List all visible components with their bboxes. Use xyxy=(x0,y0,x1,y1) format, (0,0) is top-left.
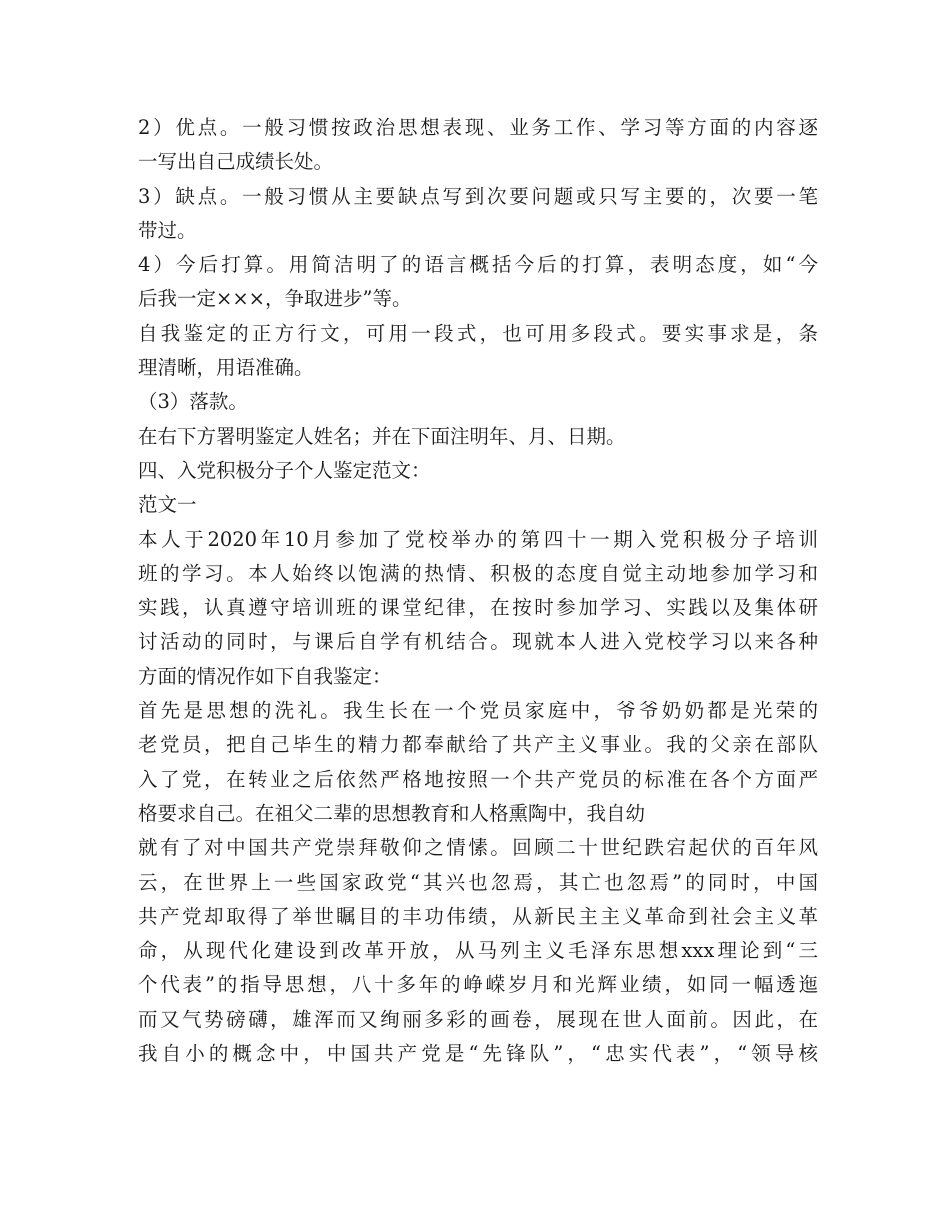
text-line: 4）今后打算。用简洁明了的语言概括今后的打算，表明态度，如“今 xyxy=(138,253,818,277)
text-line: 理清晰，用语准确。 xyxy=(138,356,314,380)
text-line: 命，从现代化建设到改革开放，从马列主义毛泽东思想xxx理论到“三 xyxy=(138,939,818,963)
text-line: 而又气势磅礴，雄浑而又绚丽多彩的画卷，展现在世人面前。因此，在 xyxy=(138,1007,818,1031)
text-line: 3）缺点。一般习惯从主要缺点写到次要问题或只写主要的，次要一笔 xyxy=(138,184,818,208)
text-line: 本人于2020年10月参加了党校举办的第四十一期入党积极分子培训 xyxy=(138,527,818,551)
text-line: 共产党却取得了举世瞩目的丰功伟绩，从新民主主义革命到社会主义革 xyxy=(138,904,818,928)
text-line: 一写出自己成绩长处。 xyxy=(138,150,334,174)
text-line: 2）优点。一般习惯按政治思想表现、业务工作、学习等方面的内容逐 xyxy=(138,116,818,139)
text-line: 就有了对中国共产党崇拜敬仰之情愫。回顾二十世纪跌宕起伏的百年风 xyxy=(138,836,818,860)
text-line: 后我一定×××，争取进步”等。 xyxy=(138,287,412,311)
sample-title: 范文一 xyxy=(138,493,197,517)
text-line: 班的学习。本人始终以饱满的热情、积极的态度自觉主动地参加学习和 xyxy=(138,561,818,585)
text-line: 格要求自己。在祖父二辈的思想教育和人格熏陶中，我自幼 xyxy=(138,801,646,825)
text-line: 在右下方署明鉴定人姓名；并在下面注明年、月、日期。 xyxy=(138,424,626,448)
text-line: 自我鉴定的正方行文，可用一段式，也可用多段式。要实事求是，条 xyxy=(138,321,818,345)
text-line: 入了党，在转业之后依然严格地按照一个共产党员的标准在各个方面严 xyxy=(138,767,818,791)
text-line: 带过。 xyxy=(138,218,197,242)
text-line: 个代表”的指导思想，八十多年的峥嵘岁月和光辉业绩，如同一幅透迤 xyxy=(138,973,818,997)
text-line: 老党员，把自己毕生的精力都奉献给了共产主义事业。我的父亲在部队 xyxy=(138,733,818,757)
text-line: （3）落款。 xyxy=(138,390,248,414)
section-heading: 四、入党积极分子个人鉴定范文： xyxy=(138,458,431,482)
text-line: 讨活动的同时，与课后自学有机结合。现就本人进入党校学习以来各种 xyxy=(138,630,818,654)
text-line: 实践，认真遵守培训班的课堂纪律，在按时参加学习、实践以及集体研 xyxy=(138,596,818,620)
text-line: 云，在世界上一些国家政党“其兴也忽焉，其亡也忽焉”的同时，中国 xyxy=(138,870,818,894)
text-line: 我自小的概念中，中国共产党是“先锋队”，“忠实代表”，“领导核 xyxy=(138,1042,818,1066)
text-line: 首先是思想的洗礼。我生长在一个党员家庭中，爷爷奶奶都是光荣的 xyxy=(138,699,818,723)
document-page xyxy=(138,111,818,1071)
text-line: 方面的情况作如下自我鉴定： xyxy=(138,664,392,688)
